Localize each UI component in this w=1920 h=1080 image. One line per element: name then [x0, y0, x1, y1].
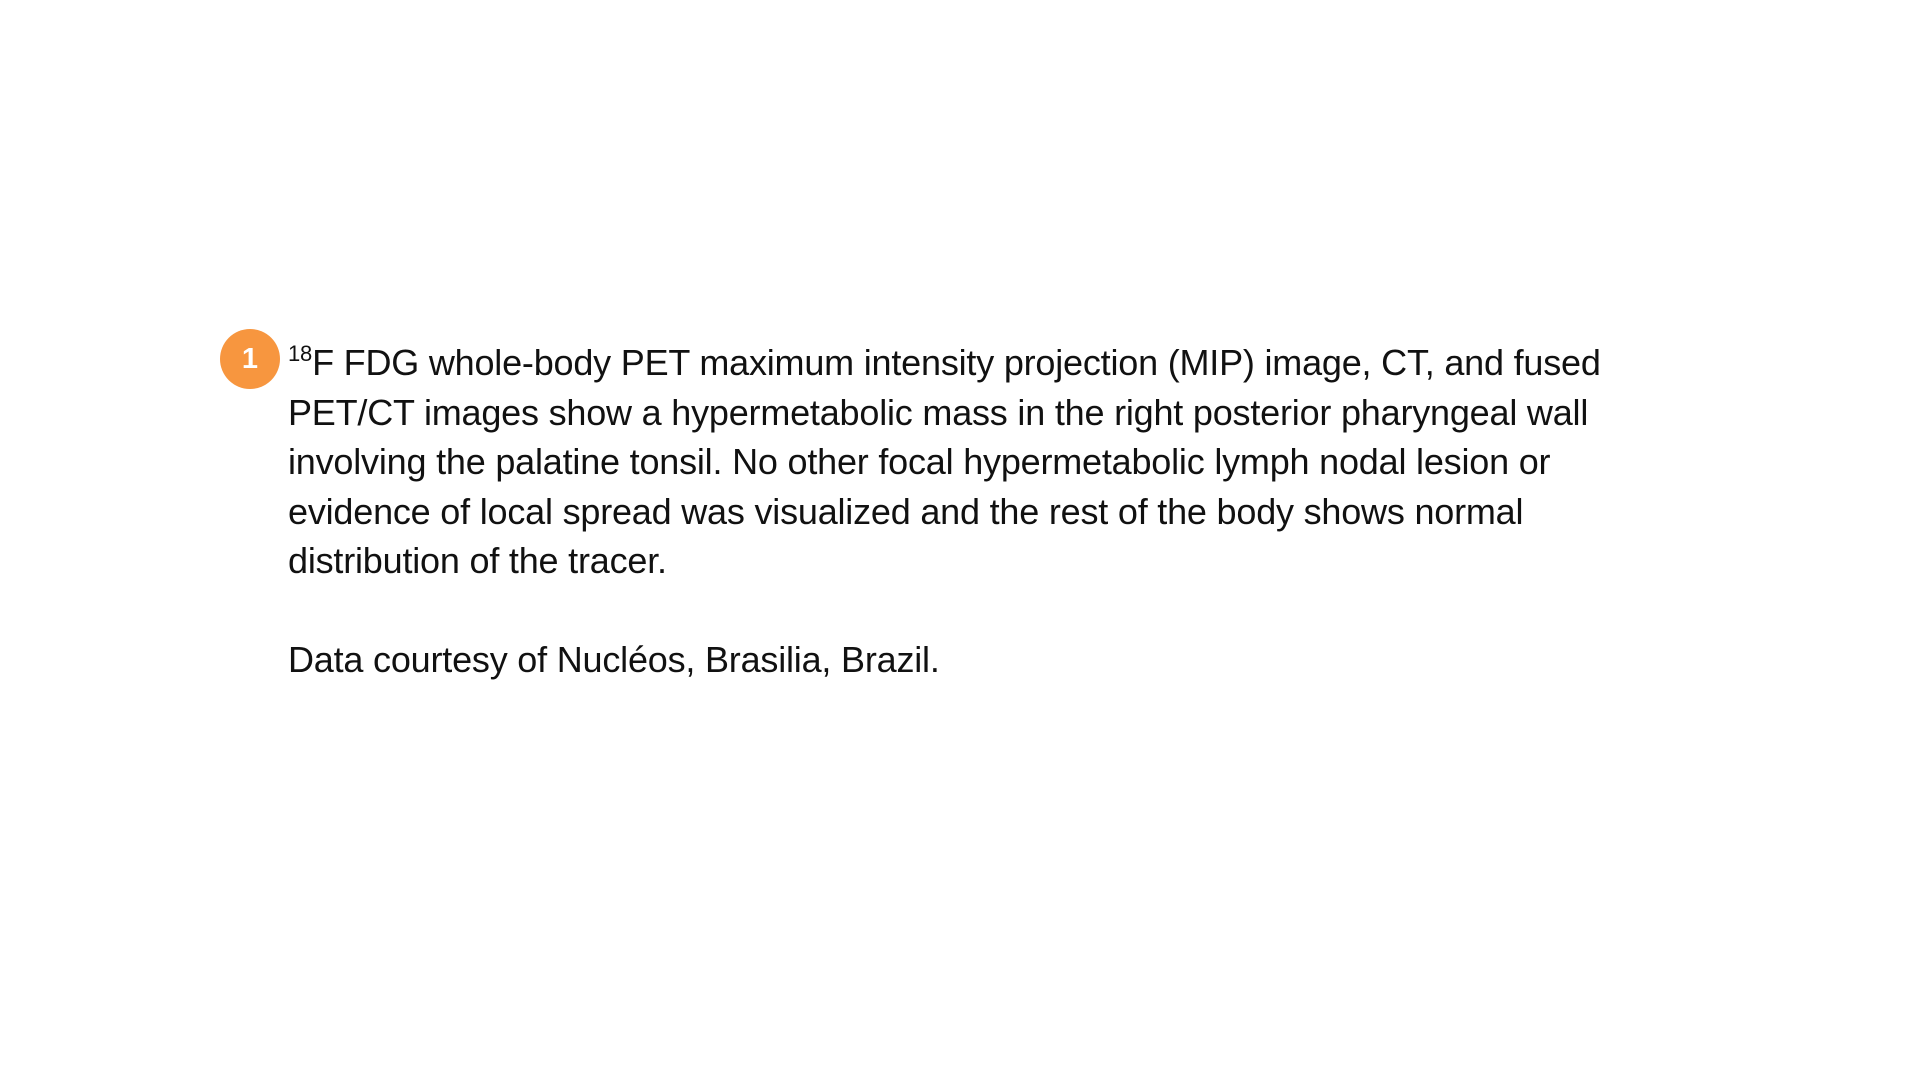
step-number-badge: 1 — [220, 329, 280, 389]
description-paragraph — [288, 338, 1668, 586]
description-text: F FDG whole-body PET maximum intensity projection (MIP) image, CT, and fused PET/CT images show a hypermetabolic mass in the right posterior pharyngeal wall involving the palatine tonsil. No other focal hypermetabolic lymph nodal lesion or evidence of local spread was visualized and the rest of the body shows normal distribution of the tracer. — [288, 342, 1601, 581]
slide-text-block — [288, 338, 1668, 685]
paragraph-spacer — [288, 586, 1668, 636]
credit-paragraph: Data courtesy of Nucléos, Brasilia, Brazil. — [288, 639, 940, 680]
isotope-superscript: 18 — [288, 341, 313, 366]
